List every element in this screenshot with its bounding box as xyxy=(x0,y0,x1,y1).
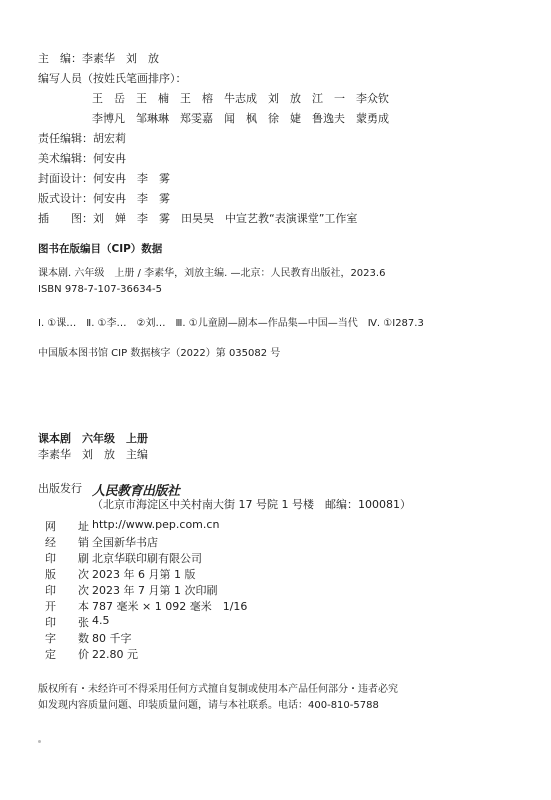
detail-label: 版 次 xyxy=(45,568,89,581)
detail-label: 印 次 xyxy=(45,584,89,597)
detail-label: 网 址 xyxy=(45,520,89,533)
cip-classification: Ⅰ. ①课… Ⅱ. ①李… ②刘… Ⅲ. ①儿童剧—剧本—作品集—中国—当代 Ⅳ. ①I287.3 xyxy=(38,318,424,329)
detail-value: 80 千字 xyxy=(92,632,132,645)
detail-label: 字 数 xyxy=(45,632,89,645)
quality-notice: 如发现内容质量问题、印装质量问题，请与本社联系。电话：400-810-5788 xyxy=(38,700,379,711)
detail-value: 4.5 xyxy=(92,614,110,627)
editor-line: 主 编：李素华 刘 放 xyxy=(38,52,159,65)
detail-value: 全国新华书店 xyxy=(92,536,158,549)
cip-line-1: 课本剧. 六年级 上册 / 李素华，刘放主编. —北京：人民教育出版社，2023.6 xyxy=(38,268,386,279)
detail-value: 787 毫米 × 1 092 毫米 1/16 xyxy=(92,600,248,613)
detail-value: 22.80 元 xyxy=(92,648,138,661)
art-editor-line: 美术编辑：何安冉 xyxy=(38,152,126,165)
cover-design-line: 封面设计：何安冉 李 雾 xyxy=(38,172,170,185)
publisher-logo: 人民教育出版社 xyxy=(92,484,180,499)
book-title: 课本剧 六年级 上册 xyxy=(38,432,148,445)
detail-label: 印 刷 xyxy=(45,552,89,565)
book-editors: 李素华 刘 放 主编 xyxy=(38,448,148,461)
detail-label: 开 本 xyxy=(45,600,89,613)
writers-row-1: 王 岳 王 楠 王 榕 牛志成 刘 放 江 一 李众钦 xyxy=(92,92,389,105)
writers-heading: 编写人员（按姓氏笔画排序）： xyxy=(38,72,187,85)
publisher-address: （北京市海淀区中关村南大街 17 号院 1 号楼 邮编：100081） xyxy=(92,498,411,511)
detail-value: 2023 年 7 月第 1 次印刷 xyxy=(92,584,218,597)
detail-label: 印 张 xyxy=(45,616,89,629)
detail-label: 经 销 xyxy=(45,536,89,549)
layout-design-line: 版式设计：何安冉 李 雾 xyxy=(38,192,170,205)
publisher-label: 出版发行 xyxy=(38,482,82,495)
responsible-editor-line: 责任编辑：胡宏莉 xyxy=(38,132,126,145)
detail-label: 定 价 xyxy=(45,648,89,661)
page-mark xyxy=(38,740,41,743)
cip-isbn: ISBN 978-7-107-36634-5 xyxy=(38,284,162,295)
cip-record: 中国版本图书馆 CIP 数据核字（2022）第 035082 号 xyxy=(38,348,281,359)
writers-row-2: 李博凡 邹琳琳 郑雯嘉 闻 枫 徐 婕 鲁逸夫 蒙勇成 xyxy=(92,112,389,125)
detail-value-website: http://www.pep.com.cn xyxy=(92,518,220,531)
detail-value: 2023 年 6 月第 1 版 xyxy=(92,568,196,581)
illustration-line: 插 图：刘 婵 李 雾 田昊昊 中宣艺教“表演课堂”工作室 xyxy=(38,212,358,225)
cip-heading: 图书在版编目（CIP）数据 xyxy=(38,243,163,255)
copyright-notice: 版权所有・未经许可不得采用任何方式擅自复制或使用本产品任何部分・违者必究 xyxy=(38,684,398,695)
detail-value: 北京华联印刷有限公司 xyxy=(92,552,202,565)
